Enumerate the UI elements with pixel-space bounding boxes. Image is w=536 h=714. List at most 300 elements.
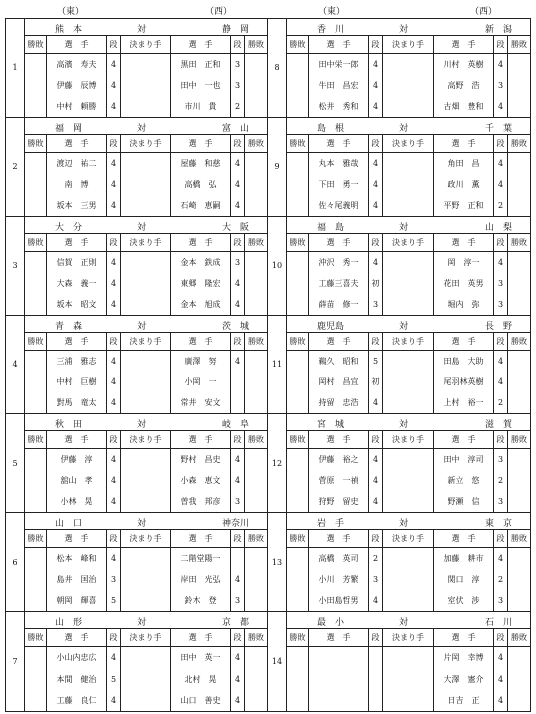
match-number: 11 [268,316,287,414]
kimarite-cell [121,75,171,96]
west-player-name: 片岡 幸博 [434,647,494,668]
west-result-cell [508,54,530,75]
player-row [25,569,267,590]
player-row [25,96,267,117]
column-header-dan: 段 [231,431,245,448]
kimarite-cell [383,449,434,470]
kimarite-cell [383,294,434,315]
column-header-kimarite: 決まり手 [383,629,434,646]
west-player-dan: 3 [494,491,508,512]
vs-label: 対 [399,25,409,35]
east-player-name: 大森 義一 [47,273,107,294]
column-header-dan: 段 [494,135,508,152]
match-block [6,414,268,513]
west-player-dan: 2 [494,470,508,491]
player-row [25,351,267,372]
column-header-result: 勝敗 [248,40,264,49]
west-player-dan: 4 [494,174,508,195]
west-player-dan: 3 [231,75,245,96]
column-header-dan: 段 [231,135,245,152]
west-result-cell [245,372,267,393]
east-result-cell [287,96,309,117]
east-player-name: 沖沢 秀一 [309,252,369,273]
match-title [25,414,267,431]
east-player-name: 菅原 一禎 [309,470,369,491]
column-header-result: 勝敗 [511,40,527,49]
west-player-dan: 4 [231,470,245,491]
column-header-result: 勝敗 [511,237,527,247]
column-header-dan: 段 [107,36,121,53]
west-result-cell [508,491,530,512]
west-result-cell [508,351,530,372]
match-title [287,612,530,629]
kimarite-cell [383,590,434,611]
east-result-cell [287,75,309,96]
match-title [25,513,267,530]
west-prefecture: 大 阪 [221,222,249,233]
east-result-cell [287,548,309,569]
match-block [268,19,530,118]
player-row [287,153,530,174]
west-prefecture: 東 京 [484,519,512,530]
east-player-dan: 4 [369,392,383,413]
east-player-dan: 4 [369,174,383,195]
match-block [6,217,268,316]
column-header-result: 勝敗 [25,333,47,350]
player-row [25,153,267,174]
west-result-cell [245,174,267,195]
match-body [25,612,267,711]
player-row [25,668,267,689]
match-block [6,19,268,118]
player-row [25,647,267,668]
header-right-east: （東） [318,7,346,17]
west-player-dan: 4 [231,449,245,470]
column-header-dan: 段 [107,629,121,646]
west-result-cell [508,647,530,668]
east-player-dan: 4 [107,449,121,470]
west-player-name: 新立 悠 [434,470,494,491]
player-row [25,294,267,315]
match-title [287,118,530,135]
east-prefecture: 青 森 [55,321,83,332]
kimarite-cell [383,392,434,413]
east-result-cell [25,647,47,668]
column-header-player: 選 手 [47,135,107,152]
east-player-name: 本間 健治 [47,668,107,689]
east-player-name: 渡辺 祐二 [47,153,107,174]
column-header-result: 勝敗 [248,534,264,544]
vs-label: 対 [137,420,147,431]
kimarite-cell [121,470,171,491]
east-player-dan: 2 [369,548,383,569]
kimarite-cell [121,491,171,512]
kimarite-cell [383,54,434,75]
west-player-name: 黒田 正和 [171,54,231,75]
column-header-player: 選 手 [309,234,369,251]
east-player-name: 工藤三喜夫 [309,273,369,294]
column-header-row [287,333,530,351]
vs-label: 対 [137,618,147,629]
match-body [287,217,530,315]
west-result-cell [508,372,530,393]
east-player-name: 松井 秀和 [309,96,369,117]
column-header-kimarite: 決まり手 [121,629,171,646]
column-header-dan: 段 [494,530,508,547]
column-header-result: 勝敗 [511,138,527,148]
kimarite-cell [121,668,171,689]
player-row [287,174,530,195]
east-player-name: 伊藤 裕之 [309,449,369,470]
east-result-cell [25,195,47,216]
column-header-row [25,333,267,351]
east-player-dan [369,668,383,689]
vs-label: 対 [399,321,409,332]
player-row [25,372,267,393]
east-player-dan: 4 [369,491,383,512]
west-result-cell [245,470,267,491]
east-player-dan: 4 [369,590,383,611]
column-header-row [25,234,267,252]
column-header-row [287,431,530,449]
column-header-dan: 段 [494,36,508,53]
west-player-name: 大澤 憲介 [434,668,494,689]
player-row [287,548,530,569]
column-header-result: 勝敗 [25,530,47,547]
player-row [25,590,267,611]
kimarite-cell [121,174,171,195]
east-player-name: 岡村 昌宜 [309,372,369,393]
west-result-cell [245,273,267,294]
east-player-dan: 4 [369,96,383,117]
column-header-kimarite: 決まり手 [383,333,434,350]
player-row [25,75,267,96]
match-title [287,19,530,36]
west-result-cell [508,294,530,315]
match-body [287,118,530,216]
column-header-player: 選 手 [434,135,494,152]
west-prefecture: 京 都 [221,618,249,629]
column-header-player: 選 手 [434,36,494,53]
match-title [25,612,267,629]
west-player-dan: 4 [231,294,245,315]
east-player-dan: 4 [107,195,121,216]
east-result-cell [287,252,309,273]
match-title [287,414,530,431]
match-title [287,217,530,234]
east-result-cell [25,668,47,689]
match-block [268,612,530,711]
column-header-kimarite: 決まり手 [383,530,434,547]
west-player-dan: 4 [494,372,508,393]
east-result-cell [287,668,309,689]
west-result-cell [508,548,530,569]
east-player-dan: 4 [107,54,121,75]
column-header-result: 勝敗 [25,36,47,53]
column-header-player: 選 手 [171,530,231,547]
west-player-dan: 4 [231,153,245,174]
east-result-cell [25,690,47,711]
east-result-cell [25,548,47,569]
west-player-name: 高橋 弘 [171,174,231,195]
column-header-kimarite: 決まり手 [383,431,434,448]
east-player-dan: 4 [107,647,121,668]
column-header-dan: 段 [369,234,383,251]
east-prefecture: 大 分 [55,222,83,233]
west-prefecture: 千 葉 [484,123,512,134]
west-player-name: 東郷 隆宏 [171,273,231,294]
column-header-player: 選 手 [171,36,231,53]
west-player-name: 室伏 渉 [434,590,494,611]
east-player-dan: 4 [369,449,383,470]
column-header-player: 選 手 [309,530,369,547]
east-prefecture: 山 口 [55,519,83,530]
east-result-cell [287,590,309,611]
vs-label: 対 [137,25,147,35]
east-result-cell [25,449,47,470]
west-result-cell [245,54,267,75]
east-player-dan: 4 [107,96,121,117]
column-header-result: 勝敗 [25,234,47,251]
column-header-row [25,629,267,647]
east-player-name: 南 博 [47,174,107,195]
west-player-name: 野瀬 信 [434,491,494,512]
west-player-name: 二階堂陽一 [171,548,231,569]
player-row [287,96,530,117]
west-result-cell [508,590,530,611]
column-header-kimarite: 決まり手 [383,36,434,53]
west-player-name: 古畑 豊和 [434,96,494,117]
west-player-dan: 3 [231,491,245,512]
column-header-result: 勝敗 [287,234,309,251]
east-result-cell [287,294,309,315]
west-player-name: 上村 裕一 [434,392,494,413]
match-number: 9 [268,118,287,216]
kimarite-cell [121,96,171,117]
west-prefecture: 滋 賀 [484,420,512,431]
column-header-row [287,629,530,647]
match-body [287,612,530,711]
west-player-name: 野村 昌史 [171,449,231,470]
west-result-cell [508,392,530,413]
column-header-player: 選 手 [47,333,107,350]
west-player-name: 常井 安文 [171,392,231,413]
east-player-dan: 4 [369,252,383,273]
match-block [268,217,530,316]
kimarite-cell [121,590,171,611]
match-body [287,513,530,611]
west-result-cell [245,153,267,174]
west-player-name: 平野 正和 [434,195,494,216]
east-prefecture: 香 川 [317,25,345,35]
column-header-player: 選 手 [434,629,494,646]
match-body [25,19,267,117]
match-number: 8 [268,19,287,117]
kimarite-cell [383,252,434,273]
header-left-east: （東） [57,7,85,17]
east-player-dan: 4 [107,273,121,294]
west-player-dan: 3 [231,252,245,273]
vs-label: 対 [137,222,147,233]
east-player-dan: 4 [107,372,121,393]
west-player-dan: 4 [494,252,508,273]
match-number: 14 [268,612,287,711]
west-player-dan [231,392,245,413]
column-header-dan: 段 [369,530,383,547]
east-player-name: 高橋 英司 [309,548,369,569]
west-player-name: 田島 大助 [434,351,494,372]
east-player-name: 狩野 留史 [309,491,369,512]
east-prefecture: 鹿児島 [317,321,345,332]
east-player-dan: 3 [369,294,383,315]
west-player-name: 北村 晃 [171,668,231,689]
column-header-dan: 段 [369,36,383,53]
west-result-cell [245,392,267,413]
east-player-name: 田中栄一郎 [309,54,369,75]
kimarite-cell [121,690,171,711]
east-result-cell [287,449,309,470]
column-header-row [287,135,530,153]
east-result-cell [287,470,309,491]
kimarite-cell [383,75,434,96]
column-header-result: 勝敗 [511,633,527,643]
column-header-row [287,530,530,548]
column-header-dan: 段 [231,530,245,547]
west-prefecture: 茨 城 [221,321,249,332]
match-body [287,19,530,117]
east-player-dan: 4 [107,690,121,711]
east-prefecture: 山 形 [55,618,83,629]
column-header-result: 勝敗 [287,431,309,448]
column-header-dan: 段 [107,135,121,152]
west-player-name: 角田 昌 [434,153,494,174]
player-row [287,351,530,372]
vs-label: 対 [399,618,409,629]
column-header-row [25,431,267,449]
east-player-name: 薛苗 修一 [309,294,369,315]
column-header-result: 勝敗 [287,530,309,547]
column-header-dan: 段 [231,234,245,251]
column-header-result: 勝敗 [287,135,309,152]
player-row [25,548,267,569]
east-player-dan: 4 [369,75,383,96]
column-header-player: 選 手 [47,629,107,646]
east-player-dan: 3 [369,569,383,590]
west-player-dan: 3 [231,54,245,75]
column-header-kimarite: 決まり手 [121,530,171,547]
column-header-dan: 段 [494,431,508,448]
west-result-cell [508,195,530,216]
player-row [25,252,267,273]
column-header-player: 選 手 [47,36,107,53]
east-result-cell [25,351,47,372]
player-row [25,449,267,470]
west-result-cell [245,647,267,668]
kimarite-cell [121,548,171,569]
west-player-dan: 2 [231,96,245,117]
match-number: 13 [268,513,287,611]
match-number: 3 [6,217,25,315]
west-player-dan: 4 [231,690,245,711]
east-result-cell [25,54,47,75]
column-header-row [25,135,267,153]
east-player-name: 松本 峰和 [47,548,107,569]
column-header-dan: 段 [369,629,383,646]
west-prefecture: 長 野 [484,321,512,332]
column-header-row [287,234,530,252]
east-result-cell [25,569,47,590]
kimarite-cell [383,351,434,372]
west-player-dan: 4 [494,351,508,372]
west-player-dan: 3 [231,590,245,611]
west-player-dan: 3 [494,273,508,294]
east-player-dan: 4 [369,195,383,216]
east-player-name: 三浦 雅志 [47,351,107,372]
vs-label: 対 [137,519,147,530]
column-header-player: 選 手 [309,431,369,448]
kimarite-cell [121,351,171,372]
west-player-name: 尾羽林英樹 [434,372,494,393]
column-header-dan: 段 [369,333,383,350]
west-result-cell [245,668,267,689]
column-header-dan: 段 [107,530,121,547]
vs-label: 対 [399,123,409,134]
match-number: 1 [6,19,25,117]
kimarite-cell [383,470,434,491]
match-number: 7 [6,612,25,711]
column-header-row [25,530,267,548]
east-player-name: 佐々尾義明 [309,195,369,216]
column-header-player: 選 手 [171,431,231,448]
west-player-dan [231,372,245,393]
west-player-name: 花田 英男 [434,273,494,294]
column-header-player: 選 手 [309,629,369,646]
west-prefecture: 山 梨 [484,222,512,233]
kimarite-cell [121,392,171,413]
east-player-name: 下田 勇一 [309,174,369,195]
east-result-cell [25,252,47,273]
column-header-result: 勝敗 [287,36,309,53]
west-player-name: 高野 浩 [434,75,494,96]
column-header-player: 選 手 [47,530,107,547]
east-player-name: 工藤 良仁 [47,690,107,711]
east-result-cell [287,351,309,372]
west-prefecture: 石 川 [484,618,512,629]
column-header-player: 選 手 [309,36,369,53]
match-number: 2 [6,118,25,216]
west-player-name: 金本 鉄成 [171,252,231,273]
east-player-dan: 初 [369,372,383,393]
west-player-dan: 4 [231,273,245,294]
match-body [25,118,267,216]
column-header-player: 選 手 [171,234,231,251]
east-player-name: 小川 芳繁 [309,569,369,590]
east-player-dan: 4 [107,351,121,372]
west-player-name: 石崎 恵嗣 [171,195,231,216]
east-player-name: 牛田 昌宏 [309,75,369,96]
column-header-result: 勝敗 [248,633,264,643]
player-row [287,54,530,75]
player-row [287,668,530,689]
player-row [287,372,530,393]
column-header-kimarite: 決まり手 [121,431,171,448]
west-player-name: 堀内 弥 [434,294,494,315]
column-header-kimarite: 決まり手 [383,135,434,152]
column-header-result: 勝敗 [25,431,47,448]
player-row [25,174,267,195]
match-block [268,316,530,415]
east-result-cell [287,153,309,174]
